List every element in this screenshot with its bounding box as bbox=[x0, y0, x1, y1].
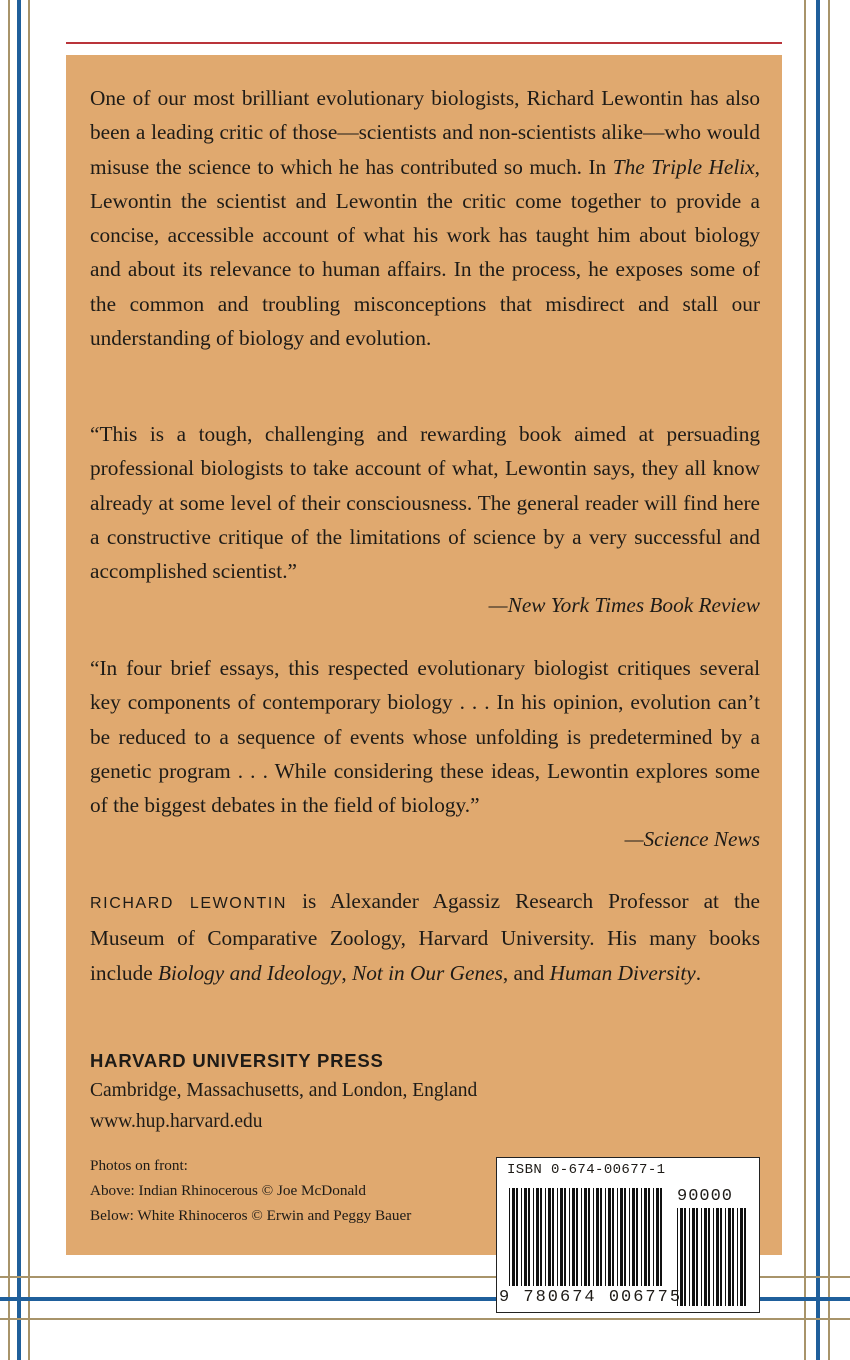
barcode-stripe bbox=[608, 1188, 611, 1286]
barcode-stripe bbox=[600, 1188, 602, 1286]
barcode-stripe bbox=[593, 1188, 594, 1286]
border-line-left-gold bbox=[8, 0, 10, 1360]
barcode-stripe bbox=[732, 1208, 734, 1306]
barcode-stripe bbox=[557, 1188, 558, 1286]
barcode-stripe bbox=[696, 1208, 698, 1306]
barcode-stripe bbox=[576, 1188, 578, 1286]
barcode-stripe bbox=[629, 1188, 630, 1286]
barcode-stripe bbox=[569, 1188, 570, 1286]
barcode-stripe bbox=[581, 1188, 582, 1286]
barcode-stripe bbox=[716, 1208, 719, 1306]
author-bio bbox=[90, 884, 760, 990]
barcode-stripe bbox=[689, 1208, 690, 1306]
barcode-stripe bbox=[588, 1188, 590, 1286]
ean-bars bbox=[509, 1188, 662, 1286]
barcode-stripe bbox=[641, 1188, 642, 1286]
publisher-website[interactable]: www.hup.harvard.edu bbox=[90, 1111, 263, 1132]
barcode-stripe bbox=[660, 1188, 662, 1286]
isbn-number: ISBN 0-674-00677-1 bbox=[507, 1162, 666, 1178]
quote-text: “This is a tough, challenging and rewarding book aimed at persuading professional biologists to take account of what, Lewontin says, they all know already at some level of their consciousness. The general reader will find here a constructive critique of the limitations of science by a very successful and accomplished scientist.” bbox=[90, 422, 760, 584]
barcode-stripe bbox=[648, 1188, 650, 1286]
barcode-stripe bbox=[653, 1188, 654, 1286]
quote-text: “In four brief essays, this respected evolutionary biologist critiques several key components of contemporary biology . . . In his opinion, evolution can’t be reduced to a sequence of events whose unfolding is predetermined by a genetic program . . . While considering these ideas, Lewontin explores some of the biggest debates in the field of biology.” bbox=[90, 656, 760, 818]
barcode-stripe bbox=[632, 1188, 635, 1286]
book-title: Not in Our Genes bbox=[352, 960, 503, 985]
barcode-stripe bbox=[524, 1188, 527, 1286]
book-description bbox=[90, 81, 760, 355]
barcode-stripe bbox=[713, 1208, 714, 1306]
book-title: The Triple Helix bbox=[612, 154, 755, 179]
quote-source: —Science News bbox=[624, 827, 760, 852]
barcode-stripe bbox=[572, 1188, 575, 1286]
barcode-stripe bbox=[540, 1188, 542, 1286]
barcode-stripe bbox=[624, 1188, 626, 1286]
barcode-stripe bbox=[612, 1188, 614, 1286]
separator: , bbox=[341, 960, 353, 985]
barcode-stripe bbox=[509, 1188, 510, 1286]
publisher-name: HARVARD UNIVERSITY PRESS bbox=[90, 1050, 384, 1071]
border-line-left-blue bbox=[17, 0, 21, 1360]
barcode-stripe bbox=[596, 1188, 599, 1286]
barcode-stripe bbox=[737, 1208, 738, 1306]
barcode-stripe bbox=[548, 1188, 551, 1286]
credits-heading: Photos on front: bbox=[90, 1157, 188, 1174]
book-title: Biology and Ideology bbox=[158, 960, 342, 985]
barcode-stripe bbox=[725, 1208, 726, 1306]
price-code: 90000 bbox=[677, 1187, 734, 1206]
quote-source: —New York Times Book Review bbox=[488, 593, 760, 618]
description-text-2: , Lewontin the scientist and Lewontin the critic come together to provide a concise, accessible account of what his work has taught him about biology and about its relevance to human affairs. In the process, he exposes some of the common and troubling misconceptions that misdirect and stall our understanding of biology and evolution. bbox=[90, 154, 760, 351]
barcode-stripe bbox=[684, 1208, 686, 1306]
barcode-stripe bbox=[644, 1188, 647, 1286]
top-red-rule bbox=[66, 42, 782, 44]
barcode-stripe bbox=[744, 1208, 746, 1306]
barcode-stripe bbox=[720, 1208, 722, 1306]
barcode-stripe bbox=[564, 1188, 566, 1286]
barcode-stripe bbox=[516, 1188, 518, 1286]
barcode-stripe bbox=[740, 1208, 743, 1306]
period: . bbox=[695, 960, 702, 985]
barcode-box bbox=[496, 1157, 760, 1313]
barcode-stripe bbox=[528, 1188, 530, 1286]
border-line-right-gold bbox=[804, 0, 806, 1360]
barcode-stripe bbox=[545, 1188, 546, 1286]
barcode-stripe bbox=[536, 1188, 539, 1286]
credit-below: Below: White Rhinoceros © Erwin and Peggy Bauer bbox=[90, 1207, 412, 1224]
barcode-stripe bbox=[656, 1188, 659, 1286]
barcode-stripe bbox=[584, 1188, 587, 1286]
barcode-stripe bbox=[636, 1188, 638, 1286]
photo-credits bbox=[90, 1153, 411, 1228]
barcode-stripe bbox=[620, 1188, 623, 1286]
border-line-bottom-gold bbox=[0, 1318, 850, 1320]
barcode-stripe bbox=[521, 1188, 522, 1286]
barcode-stripe bbox=[704, 1208, 707, 1306]
review-quote-2 bbox=[90, 651, 760, 857]
border-line-left-gold-inner bbox=[28, 0, 30, 1360]
addon-bars bbox=[677, 1208, 746, 1306]
author-name: RICHARD LEWONTIN bbox=[90, 895, 288, 912]
credit-above: Above: Indian Rhinocerous © Joe McDonald bbox=[90, 1182, 367, 1199]
ean-number: 9 780674 006775 bbox=[499, 1288, 683, 1307]
barcode-stripe bbox=[512, 1188, 515, 1286]
barcode-stripe bbox=[617, 1188, 618, 1286]
barcode-stripe bbox=[701, 1208, 702, 1306]
barcode-stripe bbox=[560, 1188, 563, 1286]
barcode-stripe bbox=[692, 1208, 695, 1306]
barcode-stripe bbox=[728, 1208, 731, 1306]
description-text-1: One of our most brilliant evolutionary biologists, Richard Lewontin has also been a leading critic of those—scientists and non-scientists alike—who would misuse the science to which he has contributed so much. In bbox=[90, 86, 760, 179]
border-line-right-gold-outer bbox=[828, 0, 830, 1360]
barcode-stripe bbox=[708, 1208, 710, 1306]
barcode-stripe bbox=[552, 1188, 554, 1286]
separator: , and bbox=[502, 960, 550, 985]
barcode-stripe bbox=[605, 1188, 606, 1286]
publisher-location: Cambridge, Massachusetts, and London, England bbox=[90, 1080, 478, 1101]
barcode-stripe bbox=[533, 1188, 534, 1286]
review-quote-1 bbox=[90, 417, 760, 623]
bio-text: is Alexander Agassiz Research Professor at the Museum of Comparative Zoology, Harvard University. His many books include bbox=[90, 889, 760, 985]
border-line-right-blue bbox=[816, 0, 820, 1360]
book-title: Human Diversity bbox=[549, 960, 696, 985]
